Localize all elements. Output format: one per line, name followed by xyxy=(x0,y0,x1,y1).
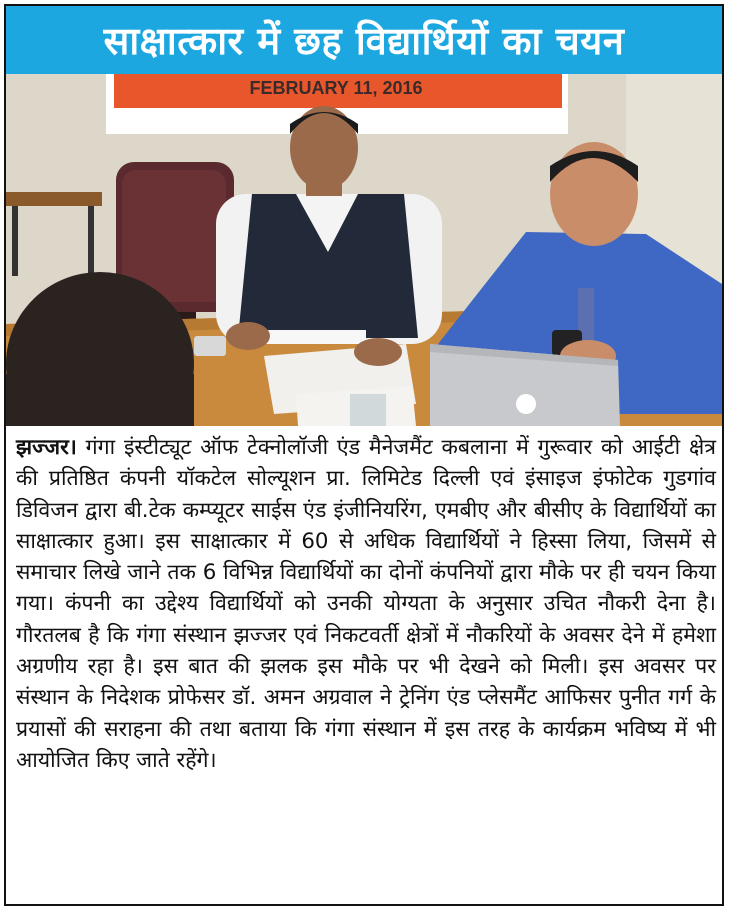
banner-text: FEBRUARY 11, 2016 xyxy=(249,78,423,98)
article-text: गंगा इंस्टीट्यूट ऑफ टेक्नोलॉजी एंड मैनेजमैंट कबलाना में गुरूवार को आईटी क्षेत्र की प्रतिष्ठित कंपनी यॉकटेल सोल्यूशन प्रा. लिमिटेड दिल्ली एवं इंसाइज इंफोटेक गुडगांव डिविजन द्वारा बी.टेक कम्प्यूटर साईस एंड इंजीनियरिंग, एमबीए और बीसीए के विद्यार्थियों का साक्षात्कार हुआ। इस साक्षात्कार में 60 से अधिक विद्यार्थियों ने हिस्सा लिया, जिसमें से समाचार लिखे जाने तक 6 विभिन्न विद्यार्थियों का दोनों कंपनियों द्वारा मौके पर ही चयन किया गया। कंपनी का उद्देश्य विद्यार्थियों को उनकी योग्यता के अनुसार उचित नौकरी देना है। गौरतलब है कि गंगा संस्थान झज्जर एवं निकटवर्ती क्षेत्रों में नौकरियों के अवसर देने में हमेशा अग्रणीय रहा है। इस बात की झलक इस मौके पर भी देखने को मिली। इस अवसर पर संस्थान के निदेशक प्रोफेसर डॉ. अमन अग्रवाल ने ट्रेनिंग एंड प्लेसमैंट आफिसर पुनीत गर्ग के प्रयासों की सराहना की तथा बताया कि गंगा संस्थान में इस तरह के कार्यक्रम भविष्य में भी आयोजित किए जाते रहेंगे। xyxy=(16,435,716,773)
news-clipping xyxy=(4,4,724,906)
article-body xyxy=(16,432,716,776)
dateline: झज्जर। xyxy=(16,435,77,460)
news-photo xyxy=(6,74,722,426)
headline: साक्षात्कार में छह विद्यार्थियों का चयन xyxy=(103,19,625,63)
headline-bar xyxy=(6,6,722,74)
